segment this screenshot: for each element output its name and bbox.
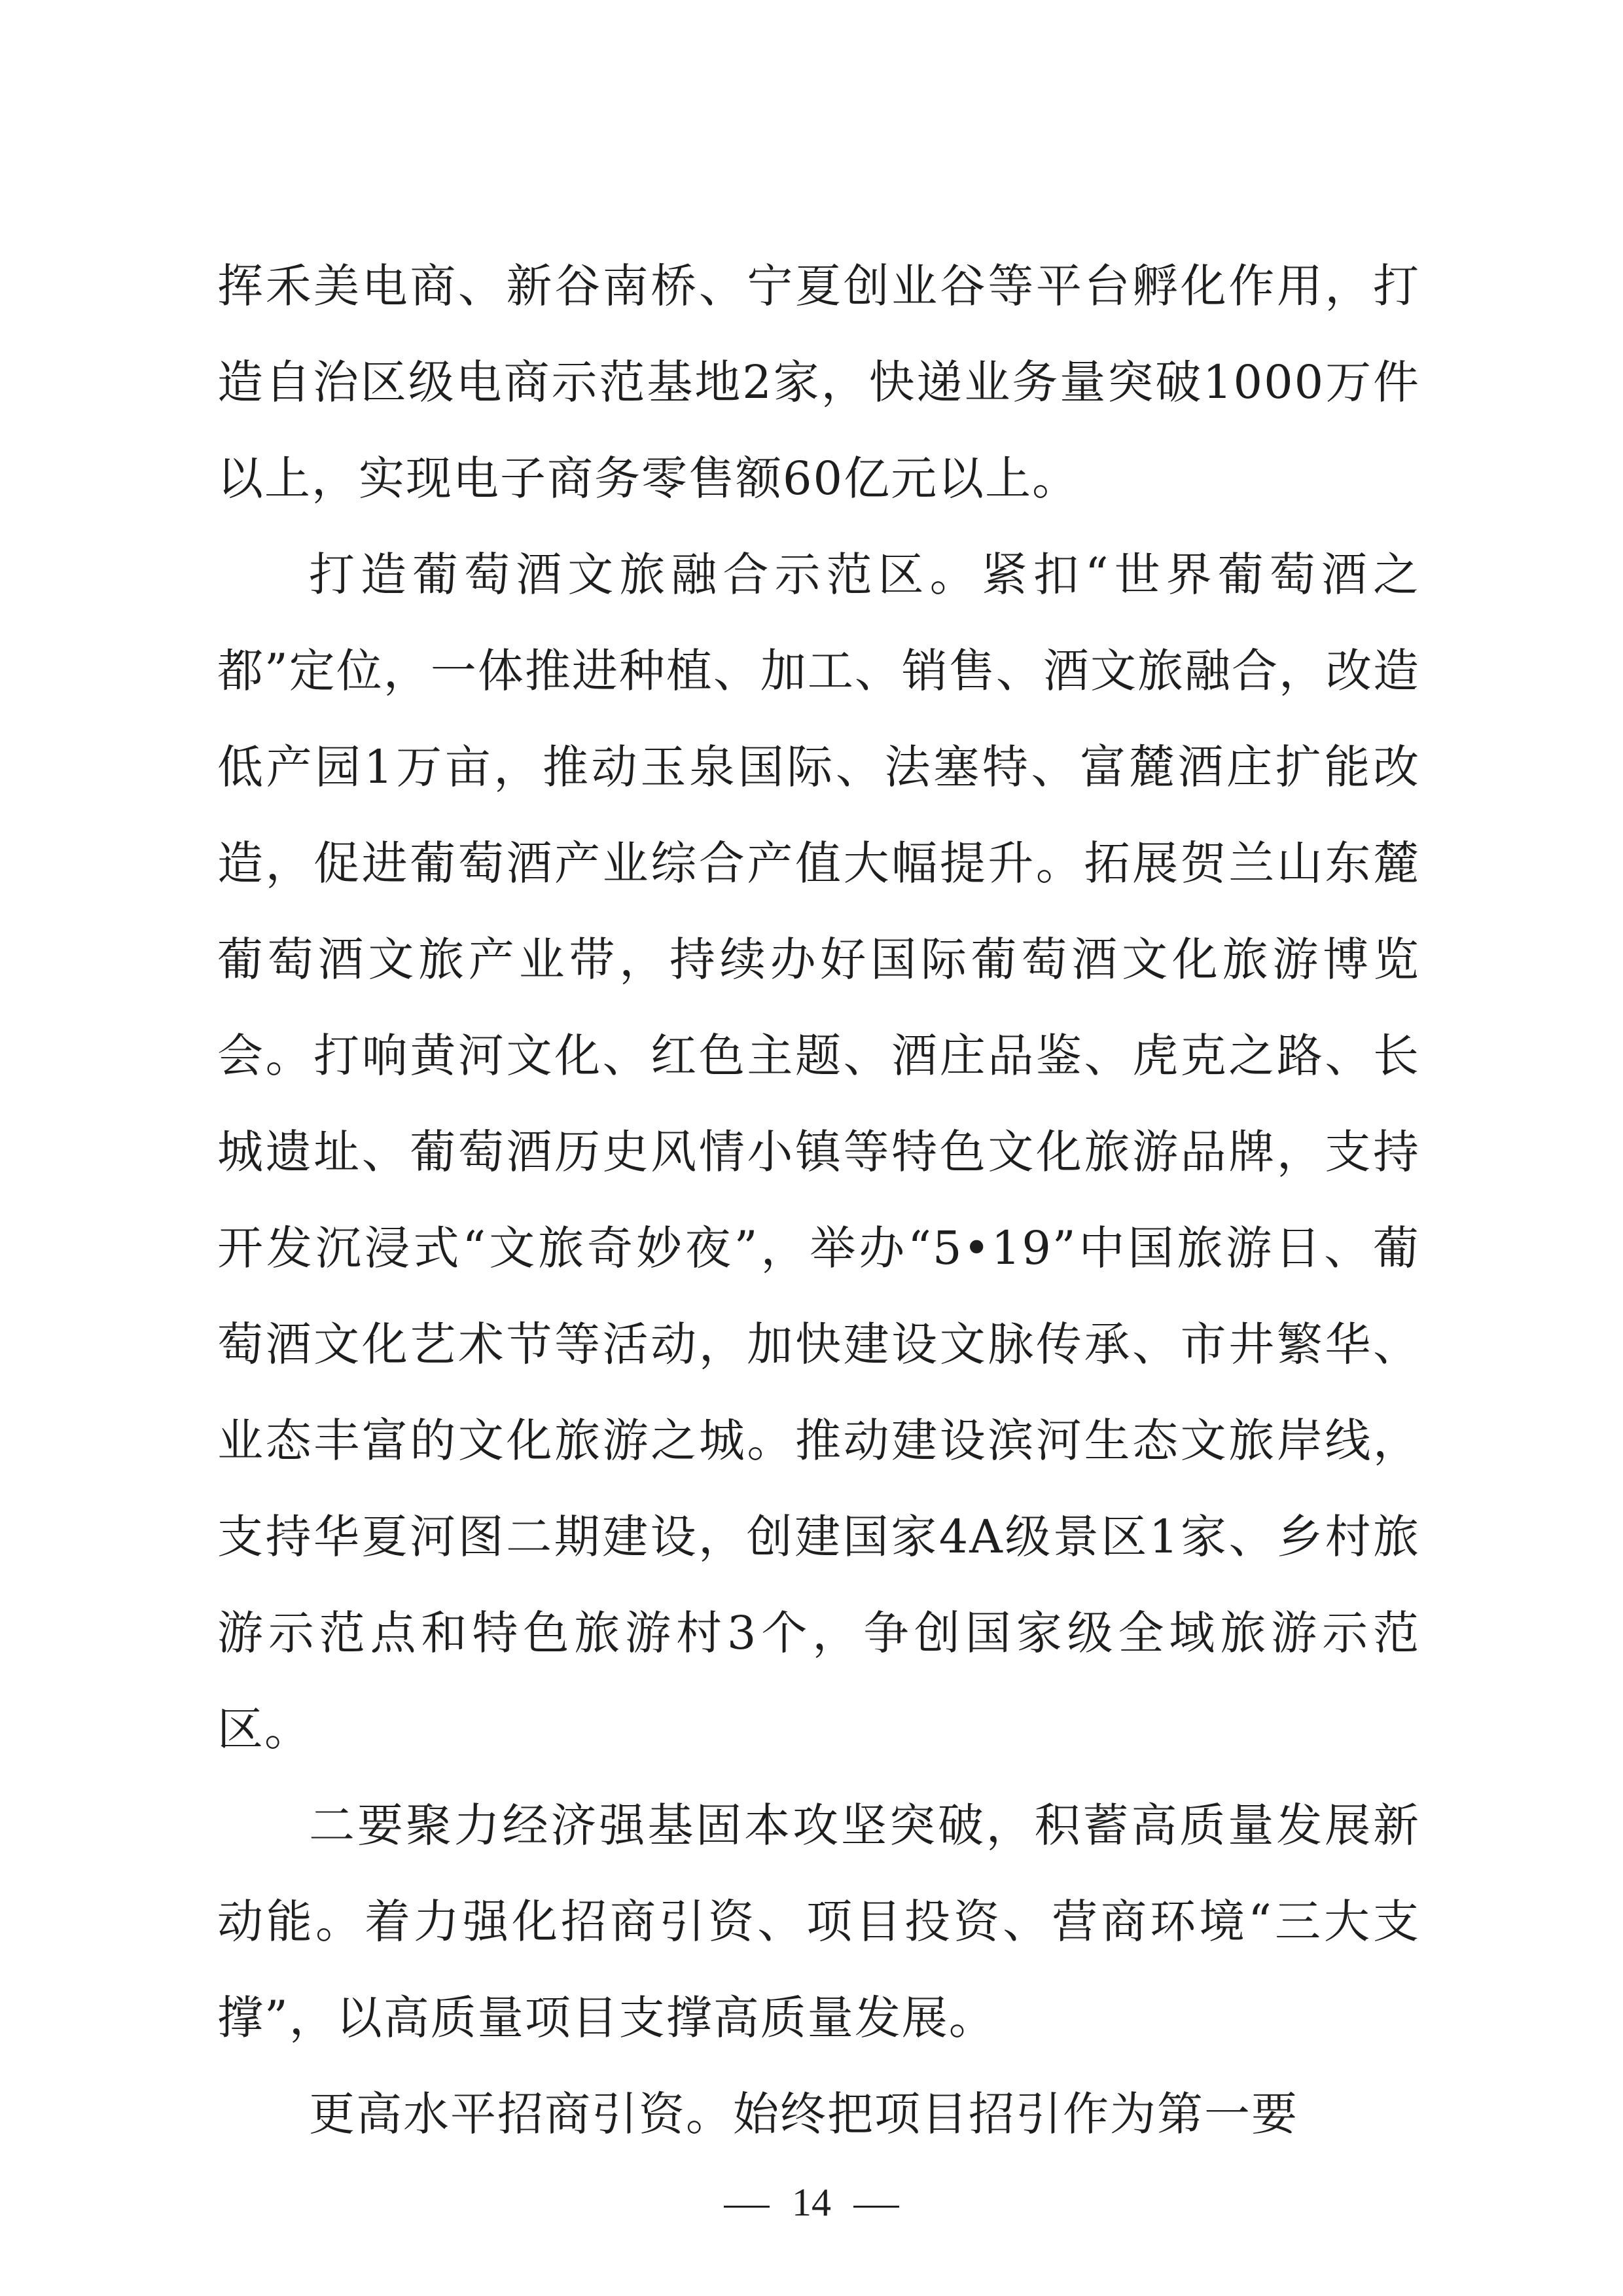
paragraph-investment: 更高水平招商引资。始终把项目招引作为第一要 xyxy=(309,2087,1298,2141)
right-dash xyxy=(853,2206,899,2208)
paragraph-economic-foundation: 二要聚力经济强基固本攻坚突破，积蓄高质量发展新动能。着力强化招商引资、项目投资、营商环境“三大支撑”，以高质量项目支撑高质量发展。 xyxy=(217,1799,1420,2045)
page-footer xyxy=(0,2179,1623,2225)
body-text xyxy=(217,238,1420,2162)
page-number: 14 xyxy=(792,2181,831,2224)
paragraph-wine-tourism: 打造葡萄酒文旅融合示范区。紧扣“世界葡萄酒之都”定位，一体推进种植、加工、销售、酒文旅融合，改造低产园1万亩，推动玉泉国际、法塞特、富麓酒庄扩能改造，促进葡萄酒产业综合产值大幅提升。拓展贺兰山东麓葡萄酒文旅产业带，持续办好国际葡萄酒文化旅游博览会。打响黄河文化、红色主题、酒庄品鉴、虎克之路、长城遗址、葡萄酒历史风情小镇等特色文化旅游品牌，支持开发沉浸式“文旅奇妙夜”，举办“5•19”中国旅游日、葡萄酒文化艺术节等活动，加快建设文脉传承、市井繁华、业态丰富的文化旅游之城。推动建设滨河生态文旅岸线，支持华夏河图二期建设，创建国家4A级景区1家、乡村旅游示范点和特色旅游村3个，争创国家级全域旅游示范区。 xyxy=(217,548,1420,1756)
left-dash xyxy=(724,2206,770,2208)
paragraph-ecommerce-continued: 挥禾美电商、新谷南桥、宁夏创业谷等平台孵化作用，打造自治区级电商示范基地2家，快递业务量突破1000万件以上，实现电子商务零售额60亿元以上。 xyxy=(217,259,1420,505)
